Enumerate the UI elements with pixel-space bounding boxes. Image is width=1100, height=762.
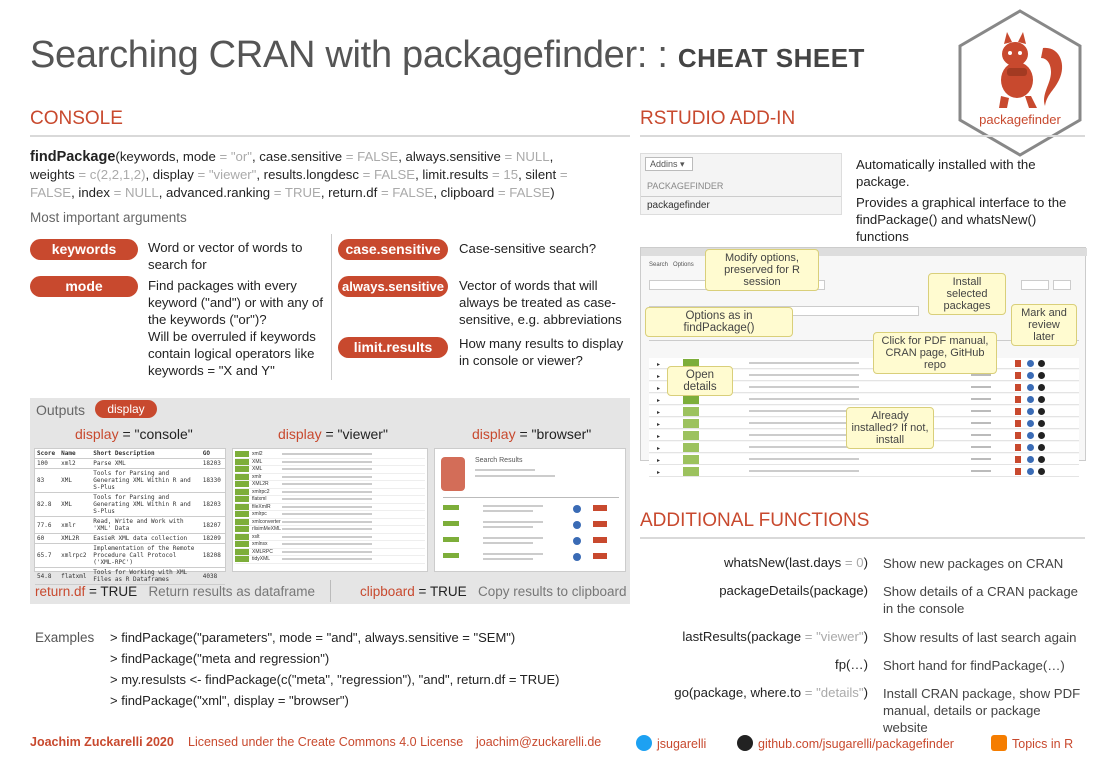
table-cell: 4038: [201, 568, 225, 585]
additional-function-desc: Short hand for findPackage(…): [883, 658, 1065, 673]
example-3: > my.resulsts <- findPackage(c("meta", "regression"), "and", return.df = TRUE): [110, 672, 560, 687]
addins-menu-item-packagefinder[interactable]: packagefinder: [647, 200, 710, 211]
arg-desc-mode: [148, 277, 326, 379]
title-cheat-sheet: CHEAT SHEET: [677, 43, 865, 73]
viewer-package-name: xmlconverter: [252, 518, 281, 525]
table-cell: XML: [59, 469, 91, 493]
viewer-package-name: XML2R: [252, 481, 269, 488]
table-cell: 18209: [201, 534, 225, 544]
addin-divider: [640, 135, 1085, 137]
table-cell: Read, Write and Work with 'XML' Data: [91, 517, 201, 534]
signature-part: = "viewer": [197, 167, 257, 182]
viewer-package-name: XML: [252, 458, 263, 465]
list-item: [235, 481, 425, 489]
list-item: [235, 459, 425, 467]
additional-function-signature: lastResults(package = "viewer"): [682, 629, 868, 644]
signature-part: , case.sensitive: [251, 149, 346, 164]
table-cell: 60: [35, 534, 59, 544]
callout-modify-options: Modify options, preserved for R session: [705, 249, 819, 291]
signature-part: (keywords, mode: [115, 149, 220, 164]
footer-blog[interactable]: Topics in R: [991, 735, 1073, 751]
callout-mark-review: Mark and review later: [1011, 304, 1077, 346]
table-row: [35, 568, 225, 585]
signature-part: , advanced.ranking: [158, 185, 274, 200]
arg-pill-limit-results: limit.results: [338, 337, 448, 358]
signature-part: , return.df: [320, 185, 381, 200]
caption-browser: display = "browser": [472, 426, 592, 442]
signature-part: = FALSE: [380, 185, 434, 200]
return-df-option: return.df = TRUE Return results as dataframe: [35, 584, 316, 599]
signature-part: = FALSE: [497, 185, 551, 200]
table-cell: Tools for Working with XML Files as R Dataframes: [91, 568, 201, 585]
arg-pill-case-sensitive: case.sensitive: [338, 239, 448, 260]
signature-part: = FALSE: [30, 167, 568, 200]
callout-options-findpackage: Options as in findPackage(): [645, 307, 793, 337]
table-row: [35, 534, 225, 544]
viewer-package-name: tidyXML: [252, 556, 271, 563]
additional-function-desc: Show details of a CRAN package in the console: [883, 584, 1078, 616]
console-results-table: [35, 449, 225, 585]
viewer-package-name: xslt: [252, 533, 260, 540]
caption-viewer: display = "viewer": [278, 426, 388, 442]
list-item: [235, 556, 425, 564]
additional-function-desc: Show results of last search again: [883, 630, 1077, 645]
arg-pill-keywords: keywords: [30, 239, 138, 260]
addin-desc-1: Automatically installed with the package.: [856, 157, 1036, 189]
table-cell: 100: [35, 459, 59, 469]
table-cell: 18203: [201, 493, 225, 517]
signature-part: = NULL: [113, 185, 159, 200]
signature-part: , silent: [518, 167, 560, 182]
table-cell: Tools for Parsing and Generating XML Within R and S-Plus: [91, 469, 201, 493]
table-cell: 18330: [201, 469, 225, 493]
table-cell: 54.8: [35, 568, 59, 585]
clipboard-option: clipboard = TRUE Copy results to clipboard: [360, 584, 627, 599]
callout-already-installed: Already installed? If not, install: [846, 407, 934, 449]
console-heading: CONSOLE: [30, 108, 123, 129]
list-item: [235, 466, 425, 474]
arg-desc-case-sensitive: Case-sensitive search?: [459, 241, 597, 256]
signature-part: , clipboard: [433, 185, 498, 200]
viewer-package-name: XMLRPC: [252, 548, 273, 555]
list-item: [235, 549, 425, 557]
table-cell: 18208: [201, 544, 225, 568]
arg-desc-keywords: Word or vector of words to search for: [148, 240, 303, 272]
logo-label: packagefinder: [979, 112, 1061, 127]
table-cell: EasieR XML data collection: [91, 534, 201, 544]
additional-heading: ADDITIONAL FUNCTIONS: [640, 510, 870, 531]
footer-twitter[interactable]: jsugarelli: [636, 735, 706, 751]
signature-part: , display: [145, 167, 198, 182]
signature-part: = FALSE: [345, 149, 399, 164]
list-item: [235, 489, 425, 497]
table-cell: 65.7: [35, 544, 59, 568]
table-cell: xmlrpc2: [59, 544, 91, 568]
table-row: [35, 469, 225, 493]
console-table-header: Short Description: [91, 449, 201, 459]
addin-gui-screenshot: Search Options ▸ ▸ ▸ ▸ ▸ ▸ ▸ ▸ ▸ ▸ Modify options, preserved for R session Install selected packages Mark and review later Options as in findPackage() Click for PDF manual, CRAN page, GitHub repo Open details Already installed? If not, install: [640, 247, 1086, 461]
table-cell: XML: [59, 493, 91, 517]
args-column-divider: [331, 234, 332, 380]
list-item: [235, 526, 425, 534]
signature-part: , always.sensitive: [398, 149, 505, 164]
table-cell: Parse XML: [91, 459, 201, 469]
arg-desc-mode-2: Will be overruled if keywords contain logical operators like keywords = "X and Y": [148, 329, 316, 378]
signature-part: = "or": [219, 149, 252, 164]
arg-pill-mode: mode: [30, 276, 138, 297]
list-item: [235, 504, 425, 512]
caption-console: display = "console": [75, 426, 193, 442]
addin-heading: RSTUDIO ADD-IN: [640, 108, 796, 129]
callout-pdf-manual: Click for PDF manual, CRAN page, GitHub repo: [873, 332, 997, 374]
addins-menu-button[interactable]: Addins ▾: [645, 157, 693, 171]
browser-logo-icon: [441, 457, 465, 491]
viewer-package-name: xmlrpc2: [252, 488, 270, 495]
list-item: [235, 541, 425, 549]
table-cell: 18207: [201, 517, 225, 534]
footer-license: Licensed under the Create Commons 4.0 License: [188, 735, 464, 749]
display-pill: display: [95, 400, 157, 418]
signature-part: = TRUE: [273, 185, 321, 200]
table-row: [35, 517, 225, 534]
viewer-package-name: XML: [252, 466, 263, 473]
table-row: [35, 459, 225, 469]
callout-open-details: Open details: [667, 366, 733, 396]
table-row: [35, 493, 225, 517]
signature-part: , limit.results: [415, 167, 493, 182]
table-row: [35, 544, 225, 568]
additional-function-signature: fp(…): [835, 657, 868, 672]
signature-part: , index: [71, 185, 114, 200]
table-cell: 77.6: [35, 517, 59, 534]
examples-label: Examples: [35, 630, 95, 645]
console-table-header: Name: [59, 449, 91, 459]
example-2: > findPackage("meta and regression"): [110, 651, 330, 666]
table-cell: 82.8: [35, 493, 59, 517]
table-cell: Implementation of the Remote Procedure Call Protocol ('XML-RPC'): [91, 544, 201, 568]
viewer-package-name: xmlr: [252, 473, 262, 480]
console-table-header: Score: [35, 449, 59, 459]
signature-part: , results.longdesc: [256, 167, 363, 182]
footer-email[interactable]: joachim@zuckarelli.de: [476, 735, 602, 749]
table-cell: 18203: [201, 459, 225, 469]
outputs-label: Outputs: [36, 402, 86, 418]
footer-github[interactable]: github.com/jsugarelli/packagefinder: [737, 735, 954, 751]
viewer-package-name: xmlrpc: [252, 511, 267, 518]
table-cell: XML2R: [59, 534, 91, 544]
additional-divider: [640, 537, 1085, 539]
blogger-icon: [991, 735, 1007, 751]
viewer-output-screenshot: [232, 448, 428, 572]
additional-function-signature: go(package, where.to = "details"): [674, 685, 868, 700]
page-title: [30, 34, 865, 77]
viewer-package-name: fileXmlR: [252, 503, 271, 510]
console-table-header: GO: [201, 449, 225, 459]
table-cell: xml2: [59, 459, 91, 469]
example-4: > findPackage("xml", display = "browser"): [110, 693, 349, 708]
table-cell: flatxml: [59, 568, 91, 585]
viewer-package-name: flatxml: [252, 496, 267, 503]
additional-function-desc: Show new packages on CRAN: [883, 556, 1064, 571]
findpackage-signature: [30, 148, 570, 202]
table-cell: 83: [35, 469, 59, 493]
signature-part: ): [550, 185, 555, 200]
viewer-package-name: xml2: [252, 451, 263, 458]
footer-author: Joachim Zuckarelli 2020: [30, 735, 174, 749]
addins-menu-group: PACKAGEFINDER: [647, 181, 724, 191]
arg-pill-always-sensitive: always.sensitive: [338, 276, 448, 297]
list-item: [235, 451, 425, 459]
additional-function-desc: Install CRAN package, show PDF manual, details or package website: [883, 686, 1081, 735]
arg-desc-mode-1: Find packages with every keyword ("and") or with any of the keywords ("or")?: [148, 278, 324, 327]
signature-part: = 15: [492, 167, 519, 182]
table-cell: Tools for Parsing and Generating XML Within R and S-Plus: [91, 493, 201, 517]
viewer-results-list: [235, 451, 425, 564]
callout-install-selected: Install selected packages: [928, 273, 1006, 315]
title-main: Searching CRAN with packagefinder: :: [30, 34, 678, 76]
github-icon: [737, 735, 753, 751]
viewer-package-name: rlisimMeXML: [252, 526, 281, 533]
additional-function-signature: packageDetails(package): [719, 583, 868, 598]
viewer-package-name: xmlnsx: [252, 541, 268, 548]
arg-desc-always-sensitive: Vector of words that will always be treated as case-sensitive, e.g. abbreviations: [459, 278, 622, 327]
browser-title: Search Results: [475, 457, 523, 464]
list-item: [235, 496, 425, 504]
signature-part: = NULL: [504, 149, 550, 164]
signature-part: = c(2,2,1,2): [78, 167, 146, 182]
addins-menu: [640, 153, 842, 215]
arg-desc-limit-results: How many results to display in console or viewer?: [459, 336, 624, 368]
signature-part: = FALSE: [362, 167, 416, 182]
args-heading: Most important arguments: [30, 210, 187, 225]
list-item: [235, 519, 425, 527]
example-1: > findPackage("parameters", mode = "and", always.sensitive = "SEM"): [110, 630, 516, 645]
twitter-icon: [636, 735, 652, 751]
signature-part: findPackage: [30, 149, 116, 165]
list-item: [235, 534, 425, 542]
signature-part: , weights: [30, 149, 554, 182]
list-item: [235, 474, 425, 482]
console-output-screenshot: [34, 448, 226, 583]
table-cell: xmlr: [59, 517, 91, 534]
list-item: [235, 511, 425, 519]
additional-function-signature: whatsNew(last.days = 0): [723, 555, 868, 570]
addin-desc-2: Provides a graphical interface to the findPackage() and whatsNew() functions: [856, 195, 1067, 244]
console-divider: [30, 135, 630, 137]
browser-output-screenshot: [434, 448, 626, 572]
